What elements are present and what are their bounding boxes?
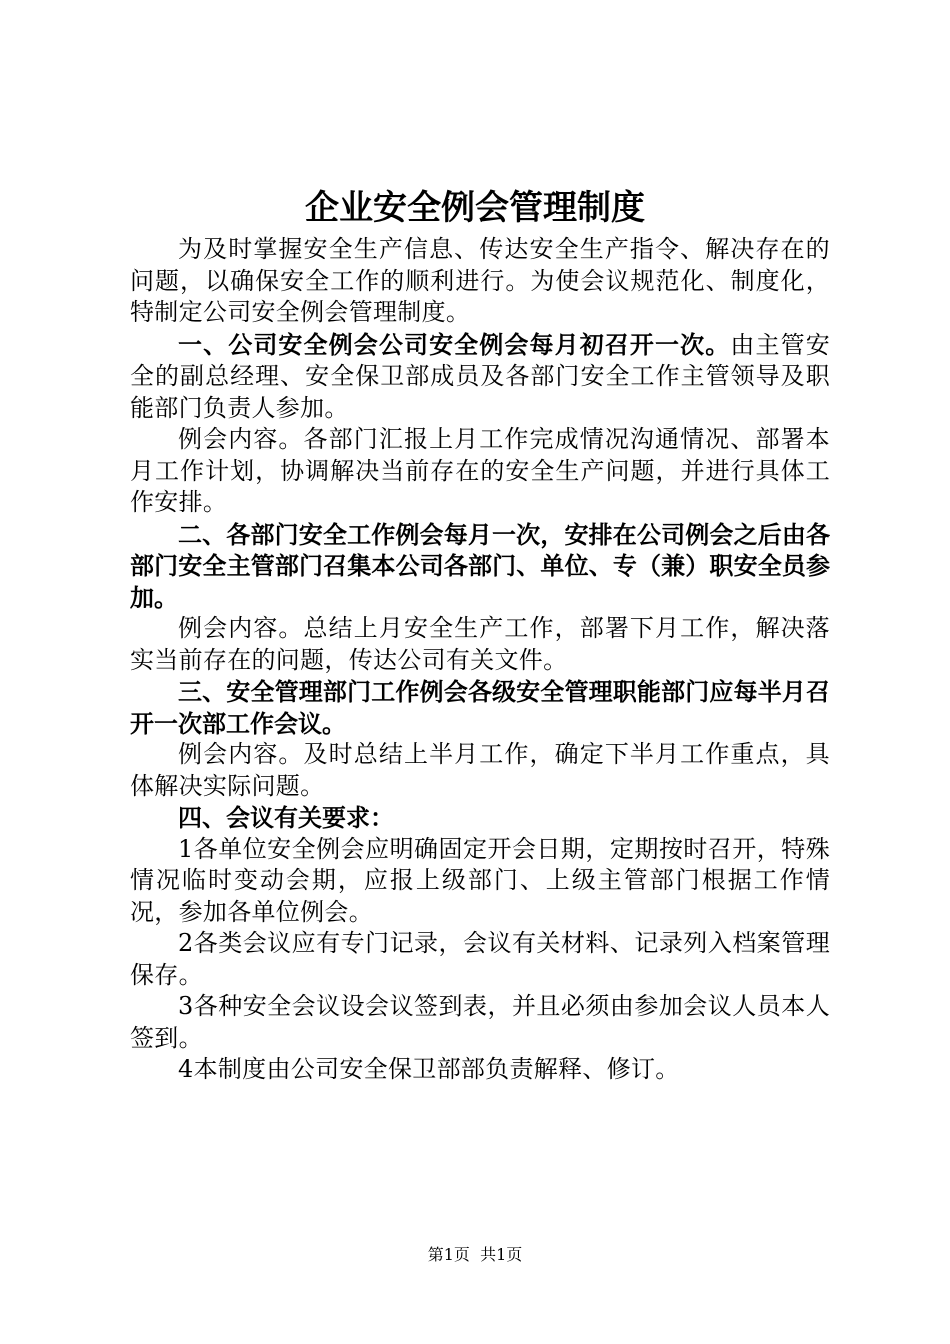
requirement-4-paragraph [130, 1054, 830, 1086]
requirement-3-paragraph [130, 991, 830, 1054]
footer-spacer [470, 1245, 480, 1264]
page-number-total: 共1页 [480, 1245, 523, 1264]
section-1-heading: 一、公司安全例会公司安全例会每月初召开一次。 [178, 329, 731, 359]
document-body [130, 234, 830, 1086]
section-3-content-paragraph [130, 739, 830, 802]
section-4-heading [130, 802, 830, 834]
paragraph-text: 4本制度由公司安全保卫部部负责解释、修订。 [178, 1055, 680, 1083]
paragraph-text: 四、会议有关要求： [178, 803, 394, 832]
section-1-paragraph [130, 329, 830, 425]
paragraph-text: 二、各部门安全工作例会每月一次，安排在公司例会之后由各部门安全主管部门召集本公司各部门、单位、专（兼）职安全员参加。 [130, 519, 830, 612]
intro-paragraph [130, 234, 830, 329]
document-title: 企业安全例会管理制度 [305, 188, 645, 228]
paragraph-text: 3各种安全会议设会议签到表，并且必须由参加会议人员本人签到。 [130, 992, 830, 1052]
paragraph-text: 1各单位安全例会应明确固定开会日期，定期按时召开，特殊情况临时变动会期，应报上级部门、上级主管部门根据工作情况，参加各单位例会。 [130, 834, 830, 926]
section-2-content-paragraph [130, 613, 830, 676]
paragraph-text: 2各类会议应有专门记录，会议有关材料、记录列入档案管理保存。 [130, 929, 830, 989]
section-1-text: 由主管安全的副总经理、安全保卫部成员及各部门安全工作主管领导及职能部门负责人参加。 [130, 330, 830, 422]
paragraph-text: 为及时掌握安全生产信息、传达安全生产指令、解决存在的问题，以确保安全工作的顺利进行。为使会议规范化、制度化，特制定公司安全例会管理制度。 [130, 235, 830, 326]
section-3-heading [130, 676, 830, 739]
requirement-1-paragraph [130, 834, 830, 929]
section-1-content-paragraph [130, 424, 830, 519]
paragraph-text: 例会内容。总结上月安全生产工作，部署下月工作，解决落实当前存在的问题，传达公司有关文件。 [130, 614, 830, 674]
paragraph-text: 例会内容。各部门汇报上月工作完成情况沟通情况、部署本月工作计划，协调解决当前存在的安全生产问题，并进行具体工作安排。 [130, 425, 830, 516]
requirement-2-paragraph [130, 928, 830, 991]
section-2-heading [130, 519, 830, 614]
page-number-current: 第1页 [427, 1245, 470, 1264]
page-footer [0, 1244, 950, 1266]
paragraph-text: 三、安全管理部门工作例会各级安全管理职能部门应每半月召开一次部工作会议。 [130, 677, 830, 738]
paragraph-text: 例会内容。及时总结上半月工作，确定下半月工作重点，具体解决实际问题。 [130, 740, 830, 800]
